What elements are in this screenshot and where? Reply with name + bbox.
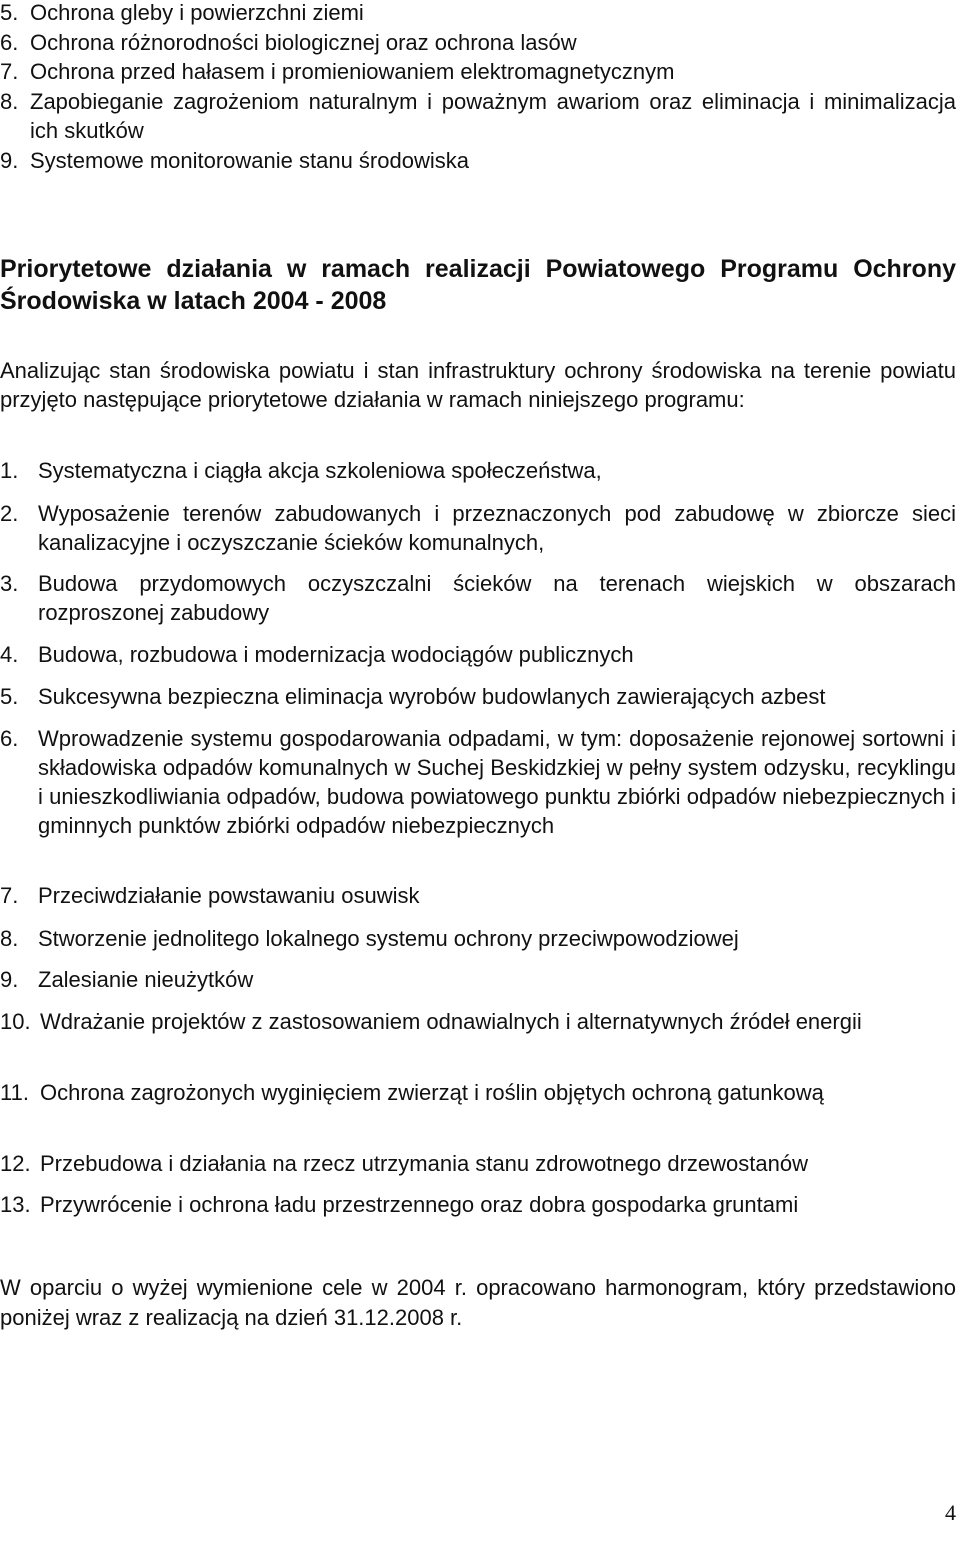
list-item — [0, 881, 956, 910]
list-item — [0, 924, 956, 953]
list-item-number: 8. — [0, 88, 19, 114]
list-item-text: Przywrócenie i ochrona ładu przestrzennego oraz dobra gospodarka gruntami — [40, 1192, 799, 1217]
list-item-text: Wyposażenie terenów zabudowanych i przeznaczonych pod zabudowę w zbiorcze sieci kanalizacyjne i oczyszczanie ścieków komunalnych, — [38, 501, 956, 555]
page-number: 4 — [945, 1500, 956, 1525]
list-item — [0, 146, 956, 176]
list-item — [0, 965, 956, 994]
list-item-text: Ochrona różnorodności biologicznej oraz ochrona lasów — [30, 29, 577, 55]
list-item — [0, 1078, 956, 1107]
list-item-text: Przebudowa i działania na rzecz utrzymania stanu zdrowotnego drzewostanów — [40, 1151, 808, 1176]
list-item-number: 6. — [0, 726, 19, 751]
list-item-number: 4. — [0, 642, 19, 667]
list-item — [0, 569, 956, 627]
list-item — [0, 456, 956, 485]
list-item-text: Wprowadzenie systemu gospodarowania odpadami, w tym: doposażenie rejonowej sortowni i składowiska odpadów komunalnych w Suchej Beskidzkiej w pełny system odzysku, recyklingu i unieszkodliwiania odpadów, budowa powiatowego punktu zbiórki odpadów niebezpiecznych i gminnych punktów zbiórki odpadów niebezpiecznych — [38, 726, 956, 838]
list-item — [0, 28, 956, 58]
list-item-text: Przeciwdziałanie powstawaniu osuwisk — [38, 883, 420, 908]
list-item — [0, 499, 956, 557]
list-item-number: 5. — [0, 0, 19, 25]
list-item — [0, 682, 956, 711]
list-item-number: 9. — [0, 147, 19, 173]
list-item — [0, 724, 956, 840]
list-item-text: Systemowe monitorowanie stanu środowiska — [30, 147, 469, 173]
list-item — [0, 57, 956, 87]
list-item — [0, 1190, 956, 1219]
objectives-list — [0, 0, 956, 175]
list-item-text: Zalesianie nieużytków — [38, 967, 254, 992]
list-item-text: Budowa przydomowych oczyszczalni ścieków na terenach wiejskich w obszarach rozproszonej zabudowy — [38, 571, 956, 625]
list-item — [0, 1007, 956, 1036]
list-item-number: 7. — [0, 883, 19, 908]
list-item-text: Ochrona gleby i powierzchni ziemi — [30, 0, 364, 25]
list-item-number: 6. — [0, 29, 19, 55]
section-heading: Priorytetowe działania w ramach realizacji Powiatowego Programu Ochrony Środowiska w latach 2004 - 2008 — [0, 255, 956, 315]
list-item-number: 9. — [0, 967, 19, 992]
list-item-text: Ochrona przed hałasem i promieniowaniem elektromagnetycznym — [30, 59, 675, 84]
list-item-number: 12. — [0, 1151, 31, 1176]
list-item — [0, 0, 956, 28]
list-item-text: Sukcesywna bezpieczna eliminacja wyrobów budowlanych zawierających azbest — [38, 684, 826, 709]
intro-paragraph: Analizując stan środowiska powiatu i stan infrastruktury ochrony środowiska na terenie powiatu przyjęto następujące priorytetowe działania w ramach niniejszego programu: — [0, 358, 956, 412]
list-item-number: 11. — [0, 1080, 29, 1105]
list-item-text: Ochrona zagrożonych wyginięciem zwierząt i roślin objętych ochroną gatunkową — [40, 1080, 824, 1105]
list-item-text: Budowa, rozbudowa i modernizacja wodociągów publicznych — [38, 642, 634, 667]
list-item — [0, 640, 956, 669]
list-item-number: 10. — [0, 1009, 31, 1034]
list-item — [0, 1149, 956, 1178]
list-item-text: Wdrażanie projektów z zastosowaniem odnawialnych i alternatywnych źródeł energii — [40, 1009, 862, 1034]
list-item-number: 8. — [0, 926, 19, 951]
list-item-text: Stworzenie jednolitego lokalnego systemu ochrony przeciwpowodziowej — [38, 926, 739, 951]
list-item-number: 7. — [0, 59, 19, 84]
list-item-number: 2. — [0, 501, 19, 526]
list-item-number: 5. — [0, 684, 19, 709]
list-item-text: Zapobieganie zagrożeniom naturalnym i poważnym awariom oraz eliminacja i minimalizacja ich skutków — [30, 88, 956, 143]
list-item-number: 3. — [0, 571, 19, 596]
closing-paragraph: W oparciu o wyżej wymienione cele w 2004 r. opracowano harmonogram, który przedstawiono poniżej wraz z realizacją na dzień 31.12.2008 r. — [0, 1275, 956, 1330]
list-item-text: Systematyczna i ciągła akcja szkoleniowa społeczeństwa, — [38, 458, 602, 483]
list-item-number: 13. — [0, 1192, 31, 1217]
list-item-number: 1. — [0, 458, 19, 483]
list-item — [0, 87, 956, 146]
